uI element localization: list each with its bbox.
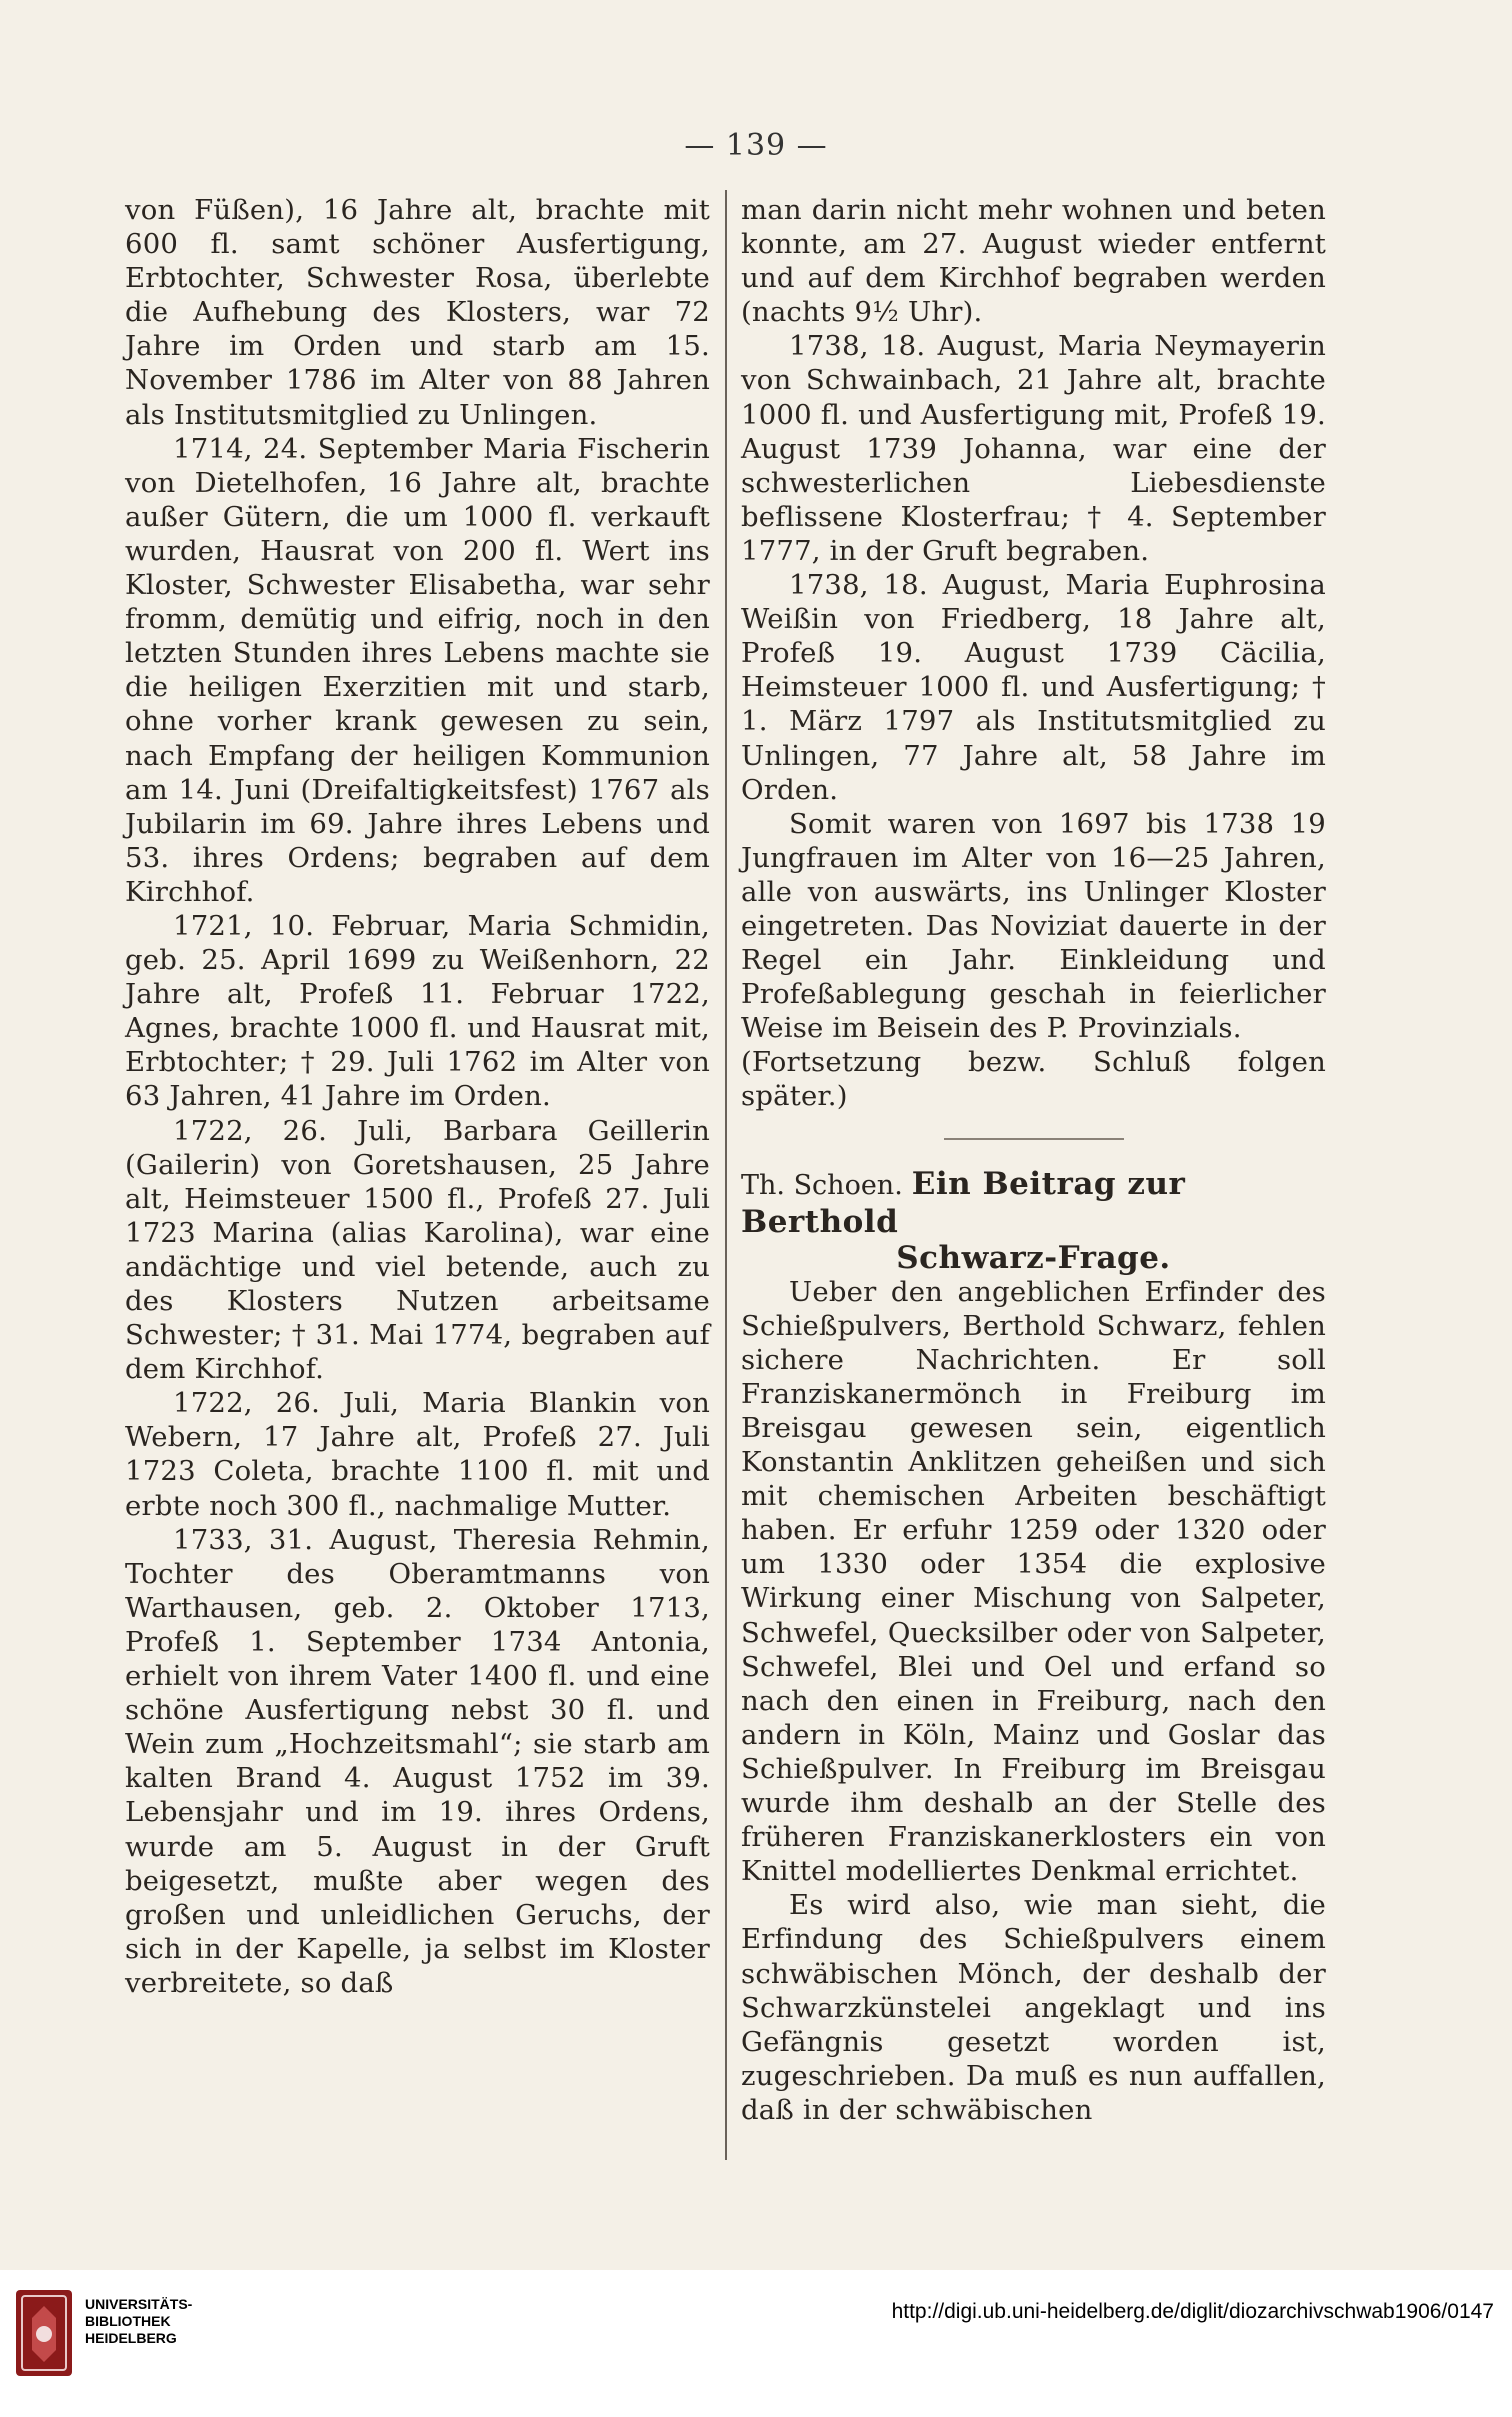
paragraph: 1722, 26. Juli, Maria Blankin von Webern, 17 Jahre alt, Profeß 27. Juli 1723 Coleta, brachte 1100 fl. mit und erbte noch 300 fl., nachmalige Mutter. xyxy=(125,1387,710,1522)
column-divider xyxy=(725,190,727,2160)
article-author: Th. Schoen. xyxy=(741,1169,903,1201)
paragraph: 1738, 18. August, Maria Neymayerin von Schwainbach, 21 Jahre alt, brachte 1000 fl. und Ausfertigung mit, Profeß 19. August 1739 Johanna, war eine der schwesterlichen Liebesdienste beflissene Klosterfrau; † 4. September 1777, in der Gruft begraben. xyxy=(741,330,1326,567)
paragraph: Somit waren von 1697 bis 1738 19 Jungfrauen im Alter von 16—25 Jahren, alle von auswärts, ins Unlinger Kloster eingetreten. Das Noviziat dauerte in der Regel ein Jahr. Einkleidung und Profeßablegung geschah in feierlicher Weise im Beisein des P. Provinzials. xyxy=(741,807,1326,1045)
section-separator xyxy=(944,1138,1124,1140)
left-column xyxy=(125,193,710,2000)
paragraph: 1738, 18. August, Maria Euphrosina Weißin von Friedberg, 18 Jahre alt, Profeß 19. August 1739 Cäcilia, Heimsteuer 1000 fl. und Ausfertigung; † 1. März 1797 als Institutsmitglied zu Unlingen, 77 Jahre alt, 58 Jahre im Orden. xyxy=(741,569,1326,806)
paragraph: 1722, 26. Juli, Barbara Geillerin (Gailerin) von Goretshausen, 25 Jahre alt, Heimsteuer 1500 fl., Profeß 27. Juli 1723 Marina (alias Karolina), war eine andächtige und viel betende, auch zu des Klosters Nutzen arbeitsame Schwester; † 31. Mai 1774, begraben auf dem Kirchhof. xyxy=(125,1114,710,1386)
source-url-link[interactable]: http://digi.ub.uni-heidelberg.de/diglit/diozarchivschwab1906/0147 xyxy=(891,2300,1494,2323)
paragraph: 1714, 24. September Maria Fischerin von Dietelhofen, 16 Jahre alt, brachte außer Gütern, die um 1000 fl. verkauft wurden, Hausrat von 200 fl. Wert ins Kloster, Schwester Elisabetha, war sehr fromm, demütig und eifrig, noch in den letzten Stunden ihres Lebens machte sie die heiligen Exerzitien mit und starb, ohne vorher krank gewesen zu sein, nach Empfang der heiligen Kommunion am 14. Juni (Dreifaltigkeitsfest) 1767 als Jubilarin im 69. Jahre ihres Lebens und 53. ihres Ordens; begraben auf dem Kirchhof. xyxy=(125,432,710,908)
right-column-continuation xyxy=(741,193,1326,1114)
library-name: UNIVERSITÄTS- BIBLIOTHEK HEIDELBERG xyxy=(85,2296,193,2346)
paragraph: Ueber den angeblichen Erfinder des Schießpulvers, Berthold Schwarz, fehlen sichere Nachrichten. Er soll Franziskanermönch in Freiburg im Breisgau gewesen sein, eigentlich Konstantin Anklitzen geheißen und sich mit chemischen Arbeiten beschäftigt haben. Er erfuhr 1259 oder 1320 oder um 1330 oder 1354 die explosive Wirkung einer Mischung von Salpeter, Schwefel, Quecksilber oder von Salpeter, Schwefel, Blei und Oel und erfand so nach den einen in Freiburg, nach den andern in Köln, Mainz und Goslar das Schießpulver. In Freiburg im Breisgau wurde ihm deshalb an der Stelle des früheren Franziskanerklosters ein von Knittel modelliertes Denkmal errichtet. xyxy=(741,1275,1326,1888)
paragraph: 1733, 31. August, Theresia Rehmin, Tochter des Oberamtmanns von Warthausen, geb. 2. Oktober 1713, Profeß 1. September 1734 Antonia, erhielt von ihrem Vater 1400 fl. und eine schöne Ausfertigung nebst 30 fl. und Wein zum „Hochzeitsmahl“; sie starb am kalten Brand 4. August 1752 im 39. Lebensjahr und im 19. ihres Ordens, wurde am 5. August in der Gruft beigesetzt, mußte aber wegen des großen und unleidlichen Geruchs, der sich in der Kapelle, ja selbst im Kloster verbreitete, so daß xyxy=(125,1523,710,1999)
paragraph: 1721, 10. Februar, Maria Schmidin, geb. 25. April 1699 zu Weißenhorn, 22 Jahre alt, Profeß 11. Februar 1722, Agnes, brachte 1000 fl. und Hausrat mit, Erbtochter; † 29. Juli 1762 im Alter von 63 Jahren, 41 Jahre im Orden. xyxy=(125,909,710,1113)
paragraph: (Fortsetzung bezw. Schluß folgen später.) xyxy=(741,1046,1326,1113)
paragraph: man darin nicht mehr wohnen und beten konnte, am 27. August wieder entfernt und auf dem Kirchhof begraben werden (nachts 9½ Uhr). xyxy=(741,194,1326,329)
article-body xyxy=(741,1275,1326,2127)
paragraph: Es wird also, wie man sieht, die Erfindung des Schießpulvers einem schwäbischen Mönch, der deshalb der Schwarzkünstelei angeklagt und ins Gefängnis gesetzt worden ist, zugeschrieben. Da muß es nun auffallen, daß in der schwäbischen xyxy=(741,1889,1326,2126)
page-number: — 139 — xyxy=(684,128,828,163)
right-column xyxy=(741,193,1326,2127)
paragraph: von Füßen), 16 Jahre alt, brachte mit 600 fl. samt schöner Ausfertigung, Erbtochter, Schwester Rosa, überlebte die Aufhebung des Klosters, war 72 Jahre im Orden und starb am 15. November 1786 im Alter von 88 Jahren als Institutsmitglied zu Unlingen. xyxy=(125,194,710,431)
article-title-line1: Ein Beitrag zur Berthold xyxy=(741,1165,1186,1240)
footer-bar xyxy=(0,2270,1512,2417)
article-title-line2: Schwarz-Frage. xyxy=(896,1239,1171,1276)
article-heading xyxy=(741,1166,1326,1241)
university-seal-icon xyxy=(14,2288,74,2378)
